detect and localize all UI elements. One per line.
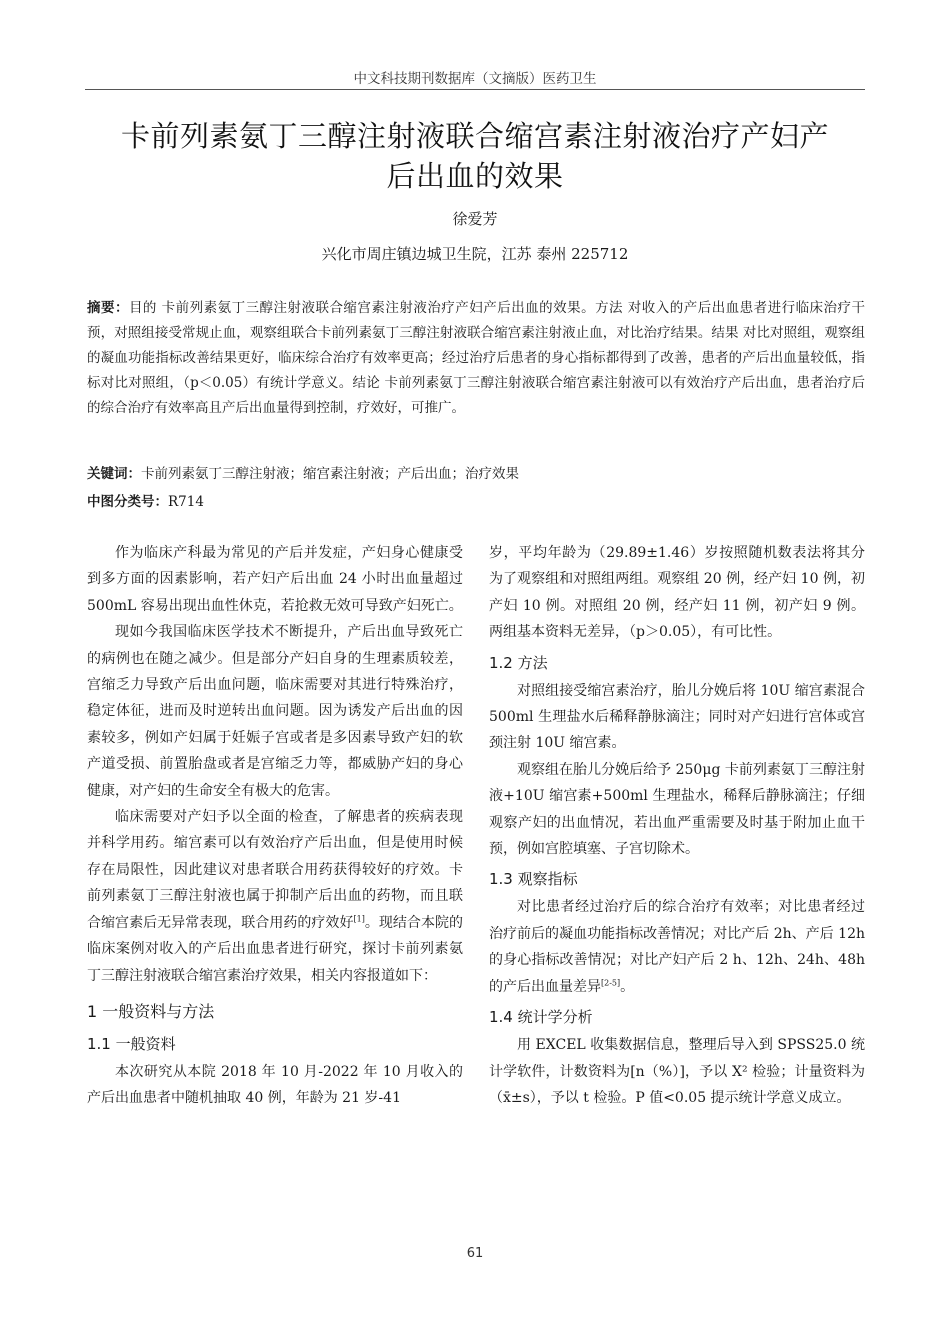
title-line-1: 卡前列素氨丁三醇注射液联合缩宫素注射液治疗产妇产 — [120, 119, 829, 153]
classification — [87, 490, 865, 510]
paragraph: 岁，平均年龄为（29.89±1.46）岁按照随机数表法将其分为了观察组和对照组两组。观察组 20 例，经产妇 10 例，初产妇 10 例。对照组 20 例，经产妇 11 例，初产妇 9 例。两组基本资料无差异，（p＞0.05），有可比性。 — [489, 545, 865, 641]
paragraph-text: 。现结合本院的临床案例对收入的产后出血患者进行研究，探讨卡前列素氨丁三醇注射液联合缩宫素治疗效果，相关内容报道如下： — [87, 914, 464, 984]
paragraph — [87, 804, 463, 989]
header-rule — [85, 89, 865, 90]
keywords-text: 卡前列素氨丁三醇注射液；缩宫素注射液；产后出血；治疗效果 — [141, 466, 519, 482]
abstract-label: 摘要： — [87, 300, 129, 316]
abstract-text: 目的 卡前列素氨丁三醇注射液联合缩宫素注射液治疗产妇产后出血的效果。方法 对收入的产后出血患者进行临床治疗干预，对照组接受常规止血，观察组联合卡前列素氨丁三醇注射液联合缩宫素注射液止血，对比治疗结果。结果 对比对照组，观察组的凝血功能指标改善结果更好，临床综合治疗有效率更高；经过治疗后患者的身心指标都得到了改善，患者的产后出血量较低，指标对比对照组，（p＜0.05）有统计学意义。结论 卡前列素氨丁三醇注射液联合缩宫素注射液可以有效治疗产后出血，患者治疗后的综合治疗有效率高且产后出血量得到控制，疗效好，可推广。 — [87, 300, 865, 416]
citation-ref: [1] — [353, 914, 365, 924]
paragraph: 作为临床产科最为常见的产后并发症，产妇身心健康受到多方面的因素影响，若产妇产后出血 24 小时出血量超过 500mL 容易出现出血性休克，若抢救无效可导致产妇死亡。 — [87, 545, 463, 614]
paragraph-text: 。 — [620, 978, 635, 995]
paragraph — [489, 894, 865, 1000]
paragraph: 观察组在胎儿分娩后给予 250μg 卡前列素氨丁三醇注射液+10U 缩宫素+500ml 生理盐水，稀释后静脉滴注；仔细观察产妇的出血情况，若出血严重需要及时基于附加止血干预，例如宫腔填塞、子宫切除术。 — [489, 761, 865, 858]
title-line-2: 后出血的效果 — [386, 159, 564, 193]
paragraph-text: 临床需要对产妇予以全面的检查，了解患者的疾病表现并科学用药。缩宫素可以有效治疗产后出血，但是使用时候存在局限性，因此建议对患者联合用药获得较好的疗效。卡前列素氨丁三醇注射液也属于抑制产后出血的药物，而且联合缩宫素后无异常表现，联合用药的疗效好 — [87, 809, 463, 931]
abstract — [87, 296, 865, 421]
keywords-label: 关键词： — [87, 466, 141, 482]
paragraph-text: 对比患者经过治疗后的综合治疗有效率；对比患者经过治疗前后的凝血功能指标改善情况；对比产后 2h、产后 12h 的身心指标改善情况；对比产妇产后 2 h、12h、24h、48h 的产后出血量差异 — [489, 899, 865, 995]
paragraph: 对照组接受缩宫素治疗，胎儿分娩后将 10U 缩宫素混合 500ml 生理盐水后稀释静脉滴注；同时对产妇进行宫体或宫颈注射 10U 缩宫素。 — [489, 682, 865, 752]
left-column — [87, 540, 463, 1112]
page-number: 61 — [466, 1246, 484, 1261]
article-title — [85, 116, 865, 196]
paragraph: 现如今我国临床医学技术不断提升，产后出血导致死亡的病例也在随之减少。但是部分产妇自身的生理素质较差，宫缩乏力导致产后出血问题，临床需要对其进行特殊治疗，稳定体征，进而及时逆转出血问题。因为诱发产后出血的因素较多，例如产妇属于妊娠子宫或者是多因素导致产妇的软产道受损、前置胎盘或者是宫缩乏力等，都威胁产妇的身心健康，对产妇的生命安全有极大的危害。 — [87, 624, 463, 799]
section-heading: 1 一般资料与方法 — [87, 1001, 215, 1021]
subsection-heading: 1.1 一般资料 — [87, 1034, 176, 1053]
affiliation: 兴化市周庄镇边城卫生院，江苏 泰州 225712 — [321, 245, 629, 263]
author: 徐爱芳 — [452, 210, 498, 228]
classification-label: 中图分类号： — [87, 494, 168, 510]
subsection-heading: 1.2 方法 — [489, 653, 548, 672]
classification-text: R714 — [168, 494, 204, 510]
subsection-heading: 1.4 统计学分析 — [489, 1008, 593, 1027]
paragraph: 本次研究从本院 2018 年 10 月-2022 年 10 月收入的产后出血患者中随机抽取 40 例，年龄为 21 岁-41 — [87, 1063, 463, 1107]
citation-ref: [2-5] — [601, 978, 621, 988]
journal-header: 中文科技期刊数据库（文摘版）医药卫生 — [353, 71, 597, 87]
right-column — [489, 540, 865, 1111]
subsection-heading: 1.3 观察指标 — [489, 870, 578, 889]
paragraph: 用 EXCEL 收集数据信息，整理后导入到 SPSS25.0 统计学软件，计数资料为[n（%）]，予以 X² 检验；计量资料为（x̄±s），予以 t 检验。P 值<0.05 提示统计学意义成立。 — [489, 1037, 865, 1106]
keywords — [87, 462, 865, 482]
